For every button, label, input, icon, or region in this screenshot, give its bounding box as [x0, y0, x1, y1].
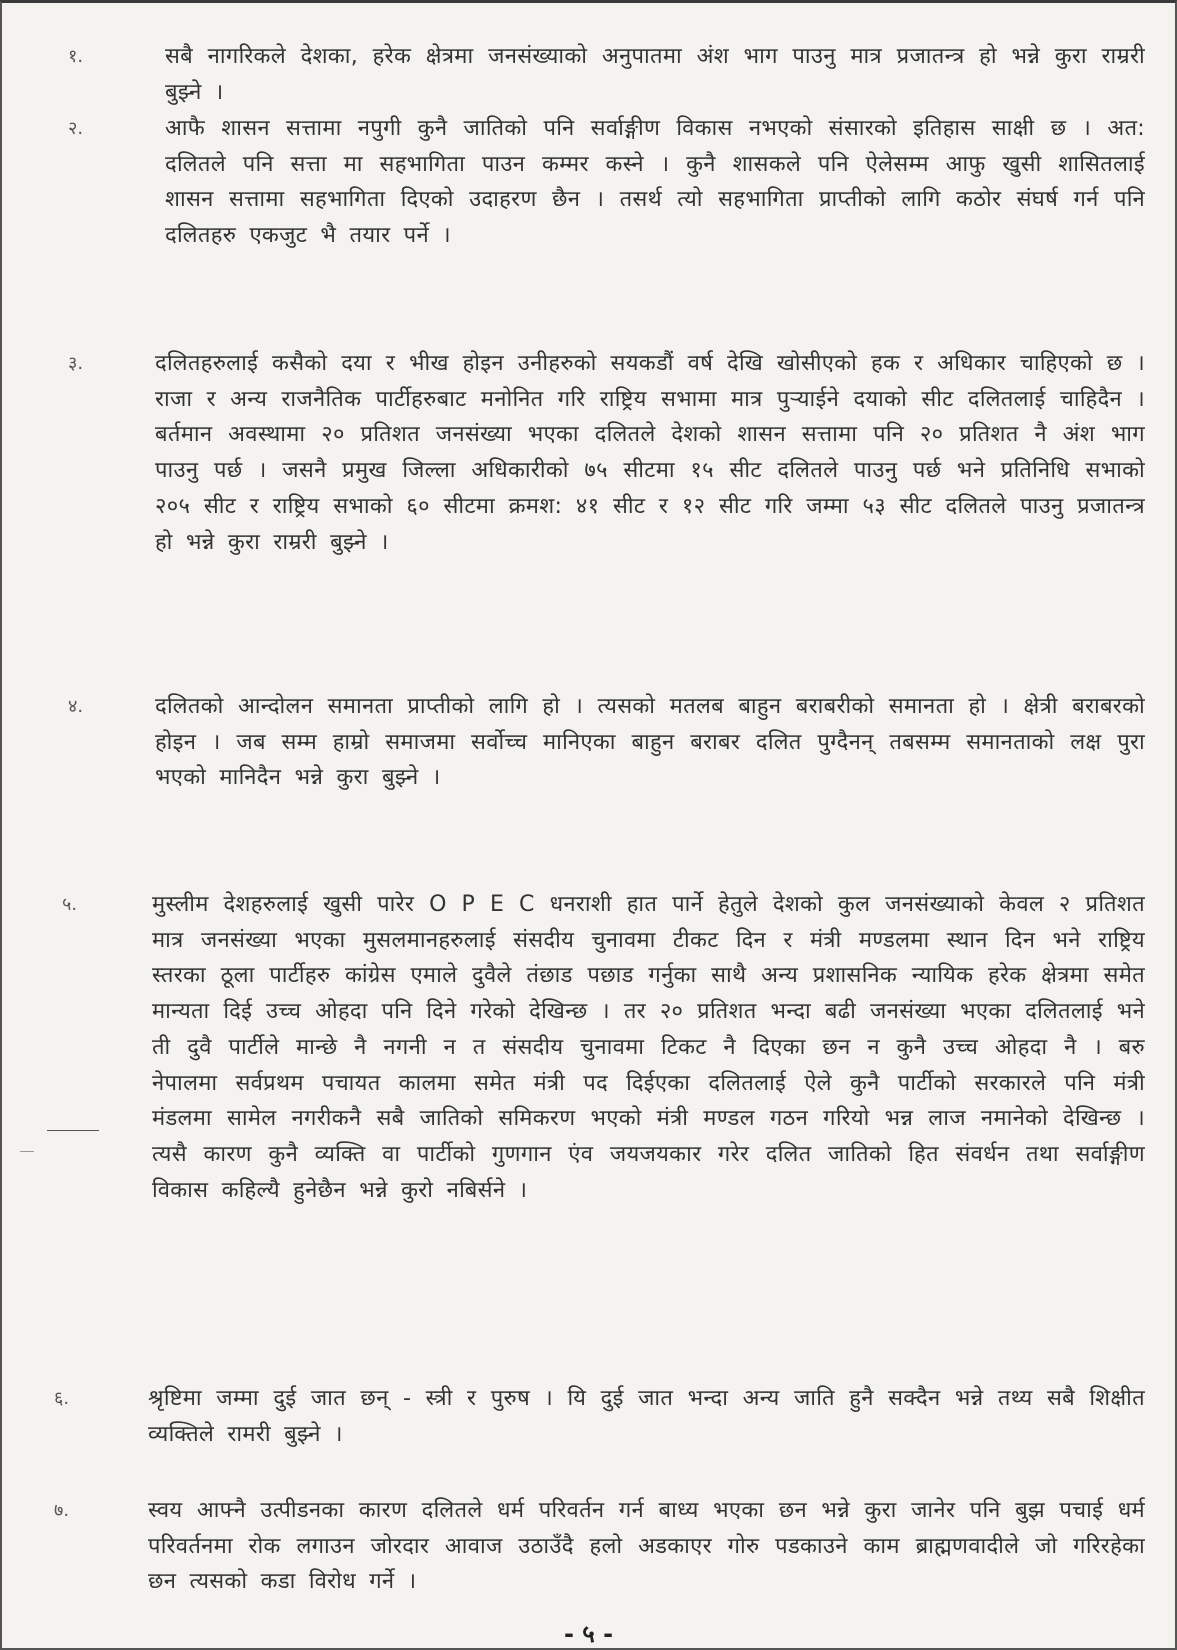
item-number: ४.	[68, 696, 84, 717]
item-paragraph: स्वय आफ्नै उत्पीडनका कारण दलितले धर्म परिवर्तन गर्न बाध्य भएका छन भन्ने कुरा जानेर पनि बुझ पचाई धर्म परिवर्तनमा रोक लगाउन जोरदार आवाज उठाउँदै हलो अडकाएर गोरु पडकाउने काम ब्राह्मणवादीले जो गरिरहेका छन त्यसको कडा विरोध गर्ने ।	[148, 1498, 1145, 1595]
page-number: - ५ -	[563, 1620, 614, 1648]
item-paragraph: मुस्लीम देशहरुलाई खुसी पारेर O P E C धनराशी हात पार्ने हेतुले देशको कुल जनसंख्याको केवल २ प्रतिशत मात्र जनसंख्या भएका मुसलमानहरुलाई संसदीय चुनावमा टीकट दिन र मंत्री मण्डलमा स्थान दिन भने राष्ट्रिय स्तरका ठूला पार्टीहरु कांग्रेस एमाले दुवैले तंछाड पछाड गर्नुका साथै अन्य प्रशासनिक न्यायिक हरेक क्षेत्रमा समेत मान्यता दिई उच्च ओहदा पनि दिने गरेको देखिन्छ । तर २० प्रतिशत भन्दा बढी जनसंख्या भएका दलितलाई भने ती दुवै पार्टीले मान्छे नै नगनी न त संसदीय चुनावमा टिकट नै दिएका छन न कुनै उच्च ओहदा नै । बरु नेपालमा सर्वप्रथम पचायत कालमा समेत मंत्री पद दिईएका दलितलाई ऐले कुनै पार्टीको सरकारले पनि मंत्री मंडलमा सामेल नगरीकनै सबै जातिको समिकरण भएको मंत्री मण्डल गठन गरियो भन्न लाज नमानेको देखिन्छ । त्यसै कारण कुनै व्यक्ति वा पार्टीको गुणगान एंव जयजयकार गरेर दलित जातिको हित संवर्धन तथा सर्वाङ्गीण विकास कहिल्यै हुनेछैन भन्ने कुरो नबिर्सने ।	[152, 892, 1145, 1203]
item-paragraph: आफै शासन सत्तामा नपुगी कुनै जातिको पनि सर्वाङ्गीण विकास नभएको संसारको इतिहास साक्षी छ । अत: दलितले पनि सत्ता मा सहभागिता पाउन कम्मर कस्ने । कुनै शासकले पनि ऐलेसम्म आफु खुसी शासितलाई शासन सत्तामा सहभागिता दिएको उदाहरण छैन । तसर्थ त्यो सहभागिता प्राप्तीको लागि कठोर संघर्ष गर्न पनि दलितहरु एकजुट भै तयार पर्ने ।	[165, 116, 1145, 249]
item-paragraph: दलितको आन्दोलन समानता प्राप्तीको लागि हो । त्यसको मतलब बाहुन बराबरीको समानता हो । क्षेत्री बराबरको होइन । जब सम्म हाम्रो समाजमा सर्वोच्च मानिएका बाहुन बराबर दलित पुग्दैनन् तबसम्म समानताको लक्ष पुरा भएको मानिदैन भन्ने कुरा बुझ्ने ।	[155, 694, 1145, 791]
item-number: ५.	[62, 894, 78, 915]
item-number: १.	[68, 46, 84, 67]
stray-mark	[20, 1151, 34, 1152]
item-number: ३.	[68, 353, 84, 374]
item-number: ६.	[54, 1388, 70, 1409]
item-number: २.	[68, 118, 84, 139]
item-paragraph: दलितहरुलाई कसैको दया र भीख होइन उनीहरुको सयकडौं वर्ष देखि खोसीएको हक र अधिकार चाहिएको छ । राजा र अन्य राजनैतिक पार्टीहरुबाट मनोनित गरि राष्ट्रिय सभामा मात्र पुऱ्याईने दयाको सीट दलितलाई चाहिदैन । बर्तमान अवस्थामा २० प्रतिशत जनसंख्या भएका दलितले देशको शासन सत्तामा पनि २० प्रतिशत नै अंश भाग पाउनु पर्छ । जसनै प्रमुख जिल्ला अधिकारीको ७५ सीटमा १५ सीट दलितले पाउनु पर्छ भने प्रतिनिधि सभाको २०५ सीट र राष्ट्रिय सभाको ६० सीटमा क्रमश: ४१ सीट र १२ सीट गरि जम्मा ५३ सीट दलितले पाउनु प्रजातन्त्र हो भन्ने कुरा राम्ररी बुझ्ने ।	[155, 351, 1145, 555]
underline-mark	[47, 1130, 99, 1131]
item-paragraph: सबै नागरिकले देशका, हरेक क्षेत्रमा जनसंख्याको अनुपातमा अंश भाग पाउनु मात्र प्रजातन्त्र हो भन्ने कुरा राम्ररी बुझ्ने ।	[165, 44, 1145, 105]
item-paragraph: श्रृष्टिमा जम्मा दुई जात छन् - स्त्री र पुरुष । यि दुई जात भन्दा अन्य जाति हुनै सक्दैन भन्ने तथ्य सबै शिक्षीत व्यक्तिले रामरी बुझ्ने ।	[148, 1386, 1145, 1447]
item-number: ७.	[54, 1500, 70, 1521]
